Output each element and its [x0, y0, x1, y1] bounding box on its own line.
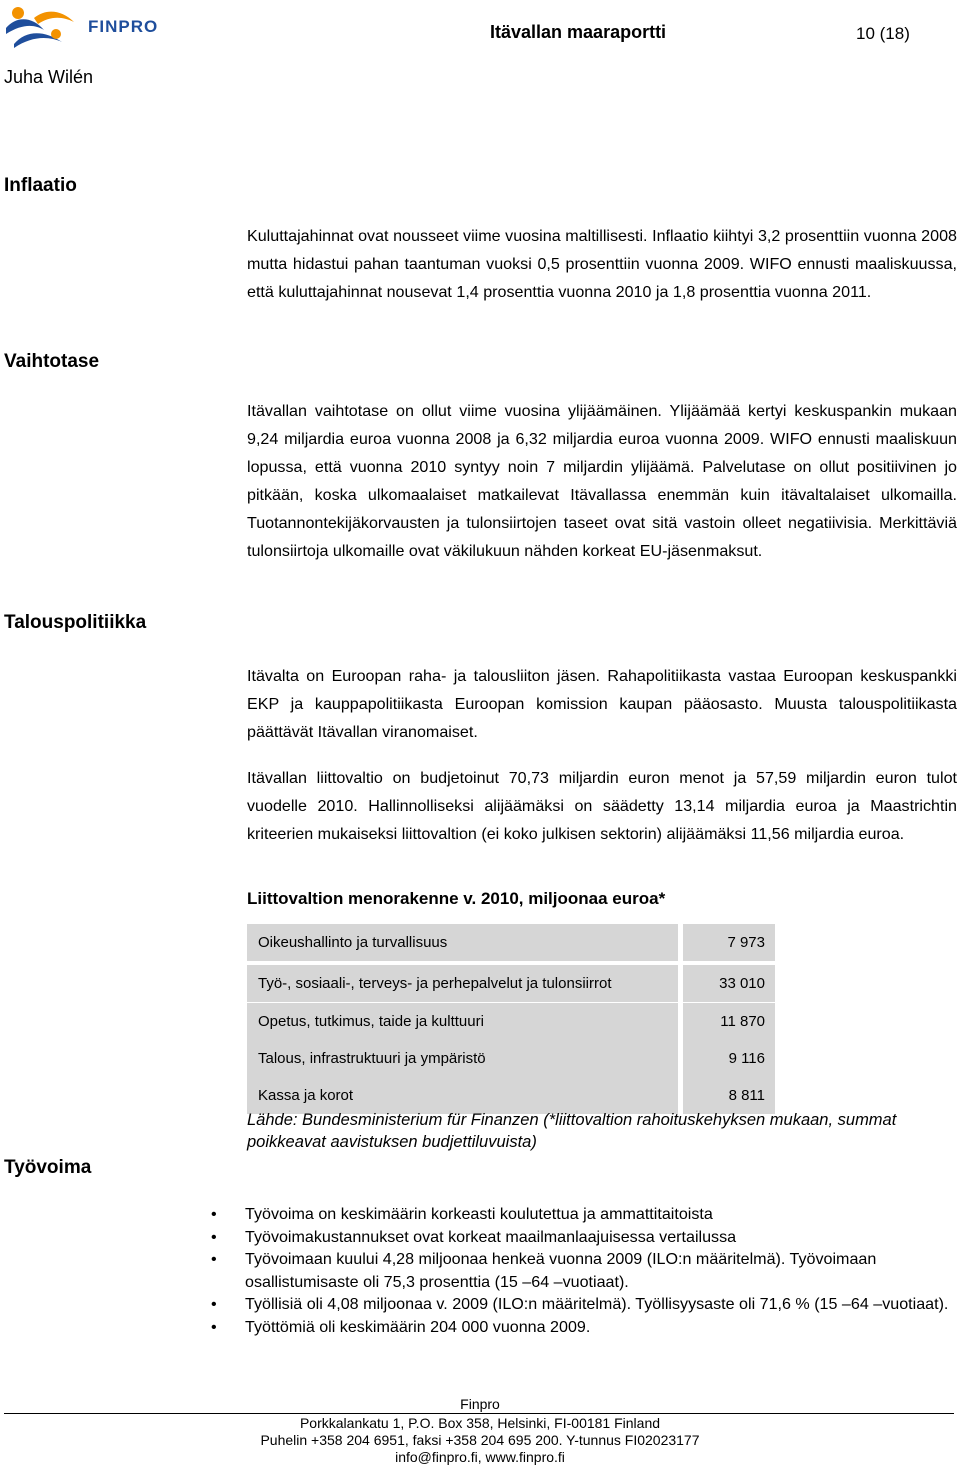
footer-phone: Puhelin +358 204 6951, faksi +358 204 695 200. Y-tunnus FI02023177: [260, 1432, 700, 1448]
paragraph-vaihtotase: Itävallan vaihtotase on ollut viime vuosina ylijäämäinen. Ylijäämää kertyi keskuspankin mukaan 9,24 miljardia euroa vuonna 2008 ja 6,32 miljardia euroa vuonna 2009. WIFO ennusti maaliskuun lopussa, että vuonna 2010 syntyy noin 7 miljardin ylijäämä. Palvelutase on ollut positiivinen jo pitkään, koska ulkomaalaiset matkailevat Itävallassa enemmän kuin itävaltalaiset ulkomailla. Tuotannontekijäkorvausten ja tulonsiirtojen taseet ovat sitä vastoin olleet negatiivisia. Merkittäviä tulonsiirtoja ulkomaille ovat väkilukuun nähden korkeat EU-jäsenmaksut.: [247, 402, 957, 560]
heading-inflaatio: Inflaatio: [4, 175, 77, 196]
list-item: • Työvoimaan kuului 4,28 miljoonaa henkeä vuonna 2009 (ILO:n määritelmä). Työvoimaan osallistumisaste oli 75,3 prosenttia (15 –64 –vuotiaat).: [211, 1250, 877, 1291]
finpro-logo-icon: [4, 4, 82, 48]
page-number: 10 (18): [856, 24, 910, 43]
table-cell-value: 33 010: [683, 965, 775, 1002]
paragraph-talouspolitiikka-2: Itävallan liittovaltio on budjetoinut 70,73 miljardin euron menot ja 57,59 miljardin euron tulot vuodelle 2010. Hallinnolliseksi alijäämäksi on säädetty 13,14 miljardia euroa ja Maastrichtin kriteerien mukaiseksi liittovaltion (ei koko julkisen sektorin) alijäämäksi 11,56 miljardia euroa.: [247, 769, 957, 843]
list-item: • Työllisiä oli 4,08 miljoonaa v. 2009 (ILO:n määritelmä). Työllisyysaste oli 71,6 % (15 –64 –vuotiaat).: [211, 1293, 951, 1316]
bullet-icon: •: [211, 1227, 217, 1246]
table-source-note: Lähde: Bundesministerium für Finanzen (*liittovaltion rahoituskehyksen mukaan, summat poikkeavat aavistuksen budjettiluvuista): [247, 1111, 897, 1151]
heading-talouspolitiikka: Talouspolitiikka: [4, 612, 147, 633]
finpro-logo: [4, 4, 174, 48]
table-cell-value: 11 870: [683, 1003, 775, 1040]
table-cell-label: Talous, infrastruktuuri ja ympäristö: [247, 1040, 678, 1077]
footer-address: Porkkalankatu 1, P.O. Box 358, Helsinki, FI-00181 Finland: [299, 1415, 661, 1431]
bullet-icon: •: [211, 1317, 217, 1336]
table-cell-label: Työ-, sosiaali-, terveys- ja perhepalvelut ja tulonsiirrot: [247, 965, 678, 1002]
heading-tyovoima: Työvoima: [4, 1157, 92, 1178]
bullet-icon: •: [211, 1295, 217, 1313]
list-item: • Työvoimakustannukset ovat korkeat maailmanlaajuisessa vertailussa: [211, 1226, 951, 1249]
document-title: Itävallan maaraportti: [490, 22, 667, 42]
list-item: • Työvoima on keskimäärin korkeasti koulutettua ja ammattitaitoista: [211, 1203, 951, 1226]
heading-vaihtotase: Vaihtotase: [4, 351, 100, 372]
footer-contact: info@finpro.fi, www.finpro.fi: [395, 1449, 565, 1465]
brand-name: FINPRO: [88, 17, 159, 36]
table-cell-label: Oikeushallinto ja turvallisuus: [247, 924, 678, 961]
footer-company: Finpro: [460, 1396, 500, 1412]
paragraph-talouspolitiikka-1: Itävalta on Euroopan raha- ja talousliiton jäsen. Rahapolitiikasta vastaa Euroopan keskuspankki EKP ja kauppapolitiikasta Euroopan komission kaupan pääosasto. Muusta talouspolitiikasta päättävät Itävallan viranomaiset.: [247, 667, 957, 741]
tyovoima-bullet-list: [211, 1203, 951, 1338]
table-cell-label: Opetus, tutkimus, taide ja kulttuuri: [247, 1003, 678, 1040]
list-item: • Työttömiä oli keskimäärin 204 000 vuonna 2009.: [211, 1316, 951, 1339]
table-cell-value: 8 811: [683, 1077, 775, 1114]
table-cell-value: 9 116: [683, 1040, 775, 1077]
table-title: Liittovaltion menorakenne v. 2010, miljoonaa euroa*: [247, 889, 666, 908]
author-name: Juha Wilén: [4, 67, 94, 87]
bullet-icon: •: [211, 1250, 217, 1268]
table-cell-value: 7 973: [683, 924, 775, 961]
table-cell-label: Kassa ja korot: [247, 1077, 678, 1114]
bullet-icon: •: [211, 1205, 217, 1223]
paragraph-inflaatio: Kuluttajahinnat ovat nousseet viime vuosina maltillisesti. Inflaatio kiihtyi 3,2 prosenttiin vuonna 2008 mutta hidastui pahan taantuman vuoksi 0,5 prosenttiin vuonna 2009. WIFO ennusti maaliskuussa, että kuluttajahinnat nousevat 1,4 prosenttia vuonna 2010 ja 1,8 prosenttia vuonna 2011.: [247, 227, 957, 301]
